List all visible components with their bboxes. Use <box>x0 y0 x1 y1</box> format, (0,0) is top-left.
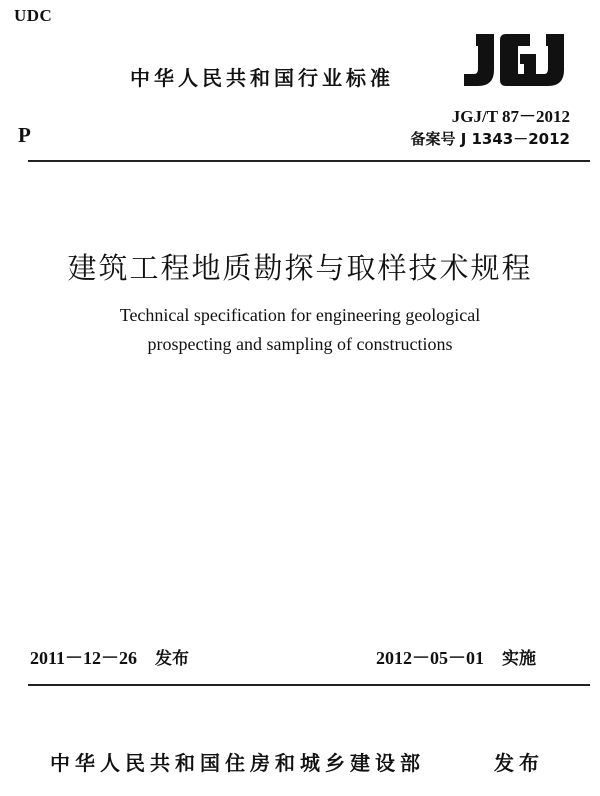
effective-date-block <box>376 644 536 670</box>
standard-numbers <box>410 106 570 150</box>
classification-letter: P <box>18 123 31 147</box>
issuing-authority: 中华人民共和国住房和城乡建设部 <box>50 751 425 775</box>
release-label: 发布 <box>155 649 190 669</box>
document-title-english <box>0 301 600 359</box>
bottom-divider <box>28 684 590 686</box>
standard-number: JGJ/T 87－2012 <box>451 107 570 126</box>
jgj-logo-mark <box>458 30 576 90</box>
release-date: 2011－12－26 <box>30 648 138 668</box>
document-title-chinese: 建筑工程地质勘探与取样技术规程 <box>67 251 533 285</box>
release-date-block <box>30 644 189 670</box>
top-divider <box>28 160 590 162</box>
record-number: 备案号 J 1343－2012 <box>410 130 570 148</box>
udc-label: UDC <box>14 6 53 25</box>
english-title-line-1: Technical specification for engineering geological <box>119 305 481 325</box>
standard-category-title: 中华人民共和国行业标准 <box>130 66 394 90</box>
english-title-line-2: prospecting and sampling of constructions <box>147 334 453 354</box>
jgj-logo <box>458 30 576 90</box>
effective-date: 2012－05－01 <box>376 648 484 668</box>
issuing-verb: 发布 <box>494 751 544 775</box>
effective-label: 实施 <box>502 649 536 669</box>
